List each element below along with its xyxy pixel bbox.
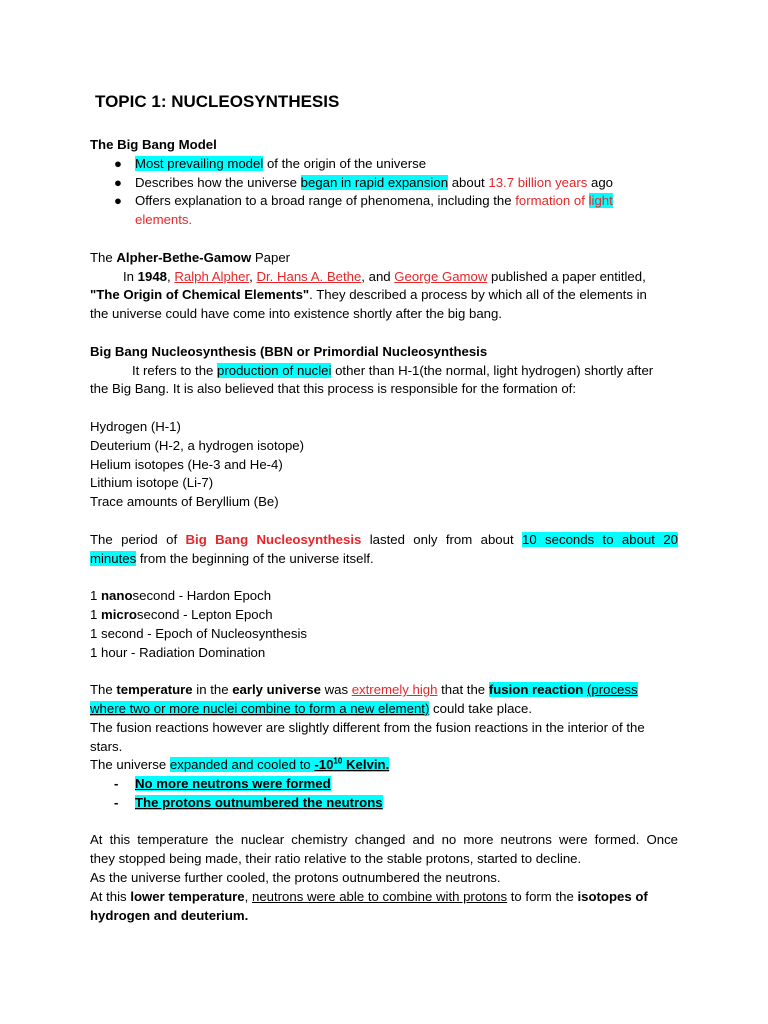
- paragraph-line: they stopped being made, their ratio relative to the stable protons, started to decline.: [90, 851, 582, 867]
- paragraph-line: hydrogen and deuterium.: [90, 907, 249, 923]
- author-link[interactable]: Dr. Hans A. Bethe: [256, 268, 362, 284]
- document-page: [90, 90, 678, 925]
- page-title: TOPIC 1: NUCLEOSYNTHESIS: [95, 92, 340, 111]
- paragraph-line: "The Origin of Chemical Elements". They described a process by which all of the elements in: [90, 287, 647, 303]
- dash-item: - No more neutrons were formed: [114, 776, 331, 792]
- paragraph-line: minutes from the beginning of the universe itself.: [90, 550, 374, 566]
- author-link[interactable]: George Gamow: [394, 268, 488, 284]
- paragraph-line: the Big Bang. It is also believed that this process is responsible for the formation of:: [90, 381, 576, 397]
- paragraph-line: The period of Big Bang Nucleosynthesis lasted only from about 10 seconds to about 20: [90, 531, 678, 547]
- paragraph-line: In 1948, Ralph Alpher, Dr. Hans A. Bethe, and George Gamow published a paper entitled,: [123, 268, 646, 284]
- paragraph-line: At this lower temperature, neutrons were able to combine with protons to form the isotopes of: [90, 888, 648, 904]
- paragraph-line: stars.: [90, 738, 123, 754]
- list-item: 1 second - Epoch of Nucleosynthesis: [90, 625, 307, 641]
- epoch-list: [90, 587, 678, 662]
- bullet-item: ● Most prevailing model of the origin of the universe: [90, 155, 678, 174]
- paragraph-line: It refers to the production of nuclei other than H-1(the normal, light hydrogen) shortly after: [132, 362, 654, 378]
- list-item: Hydrogen (H-1): [90, 418, 181, 434]
- bullet-dot-icon: ●: [114, 155, 122, 171]
- element-list: [90, 418, 678, 512]
- paragraph-line: where two or more nuclei combine to form a new element) could take place.: [90, 700, 532, 716]
- dash-item: - The protons outnumbered the neutrons: [114, 794, 383, 810]
- section-heading-bbn: Big Bang Nucleosynthesis (BBN or Primordial Nucleosynthesis: [90, 343, 488, 359]
- paragraph-line: The temperature in the early universe was extremely high that the fusion reaction (process: [90, 682, 638, 698]
- abg-paper-heading: The Alpher-Bethe-Gamow Paper: [90, 249, 291, 265]
- list-item: Trace amounts of Beryllium (Be): [90, 494, 279, 510]
- list-item: 1 nanosecond - Hardon Epoch: [90, 588, 272, 604]
- list-item: Lithium isotope (Li-7): [90, 475, 214, 491]
- bullet-item: ● Describes how the universe began in rapid expansion about 13.7 billion years ago: [90, 174, 678, 193]
- author-link[interactable]: Ralph Alpher: [174, 268, 250, 284]
- section-heading-big-bang-model: The Big Bang Model: [90, 137, 217, 152]
- paragraph-line: the universe could have come into existence shortly after the big bang.: [90, 306, 502, 322]
- bullet-dot-icon: ●: [114, 174, 122, 190]
- paragraph-line: The universe expanded and cooled to $-10^{10}$ Kelvin.: [90, 756, 390, 773]
- paragraph-line: As the universe further cooled, the protons outnumbered the neutrons.: [90, 870, 501, 886]
- list-item: 1 hour - Radiation Domination: [90, 644, 266, 660]
- list-item: Deuterium (H-2, a hydrogen isotope): [90, 437, 305, 453]
- list-item: 1 microsecond - Lepton Epoch: [90, 606, 273, 622]
- paragraph-line: The fusion reactions however are slightly different from the fusion reactions in the interior of the: [90, 719, 645, 735]
- bullet-item: ● Offers explanation to a broad range of phenomena, including the formation of light elements.: [114, 193, 613, 228]
- paragraph-line: At this temperature the nuclear chemistry changed and no more neutrons were formed. Once: [90, 832, 678, 848]
- bullet-dot-icon: ●: [114, 193, 122, 209]
- list-item: Helium isotopes (He-3 and He-4): [90, 456, 283, 472]
